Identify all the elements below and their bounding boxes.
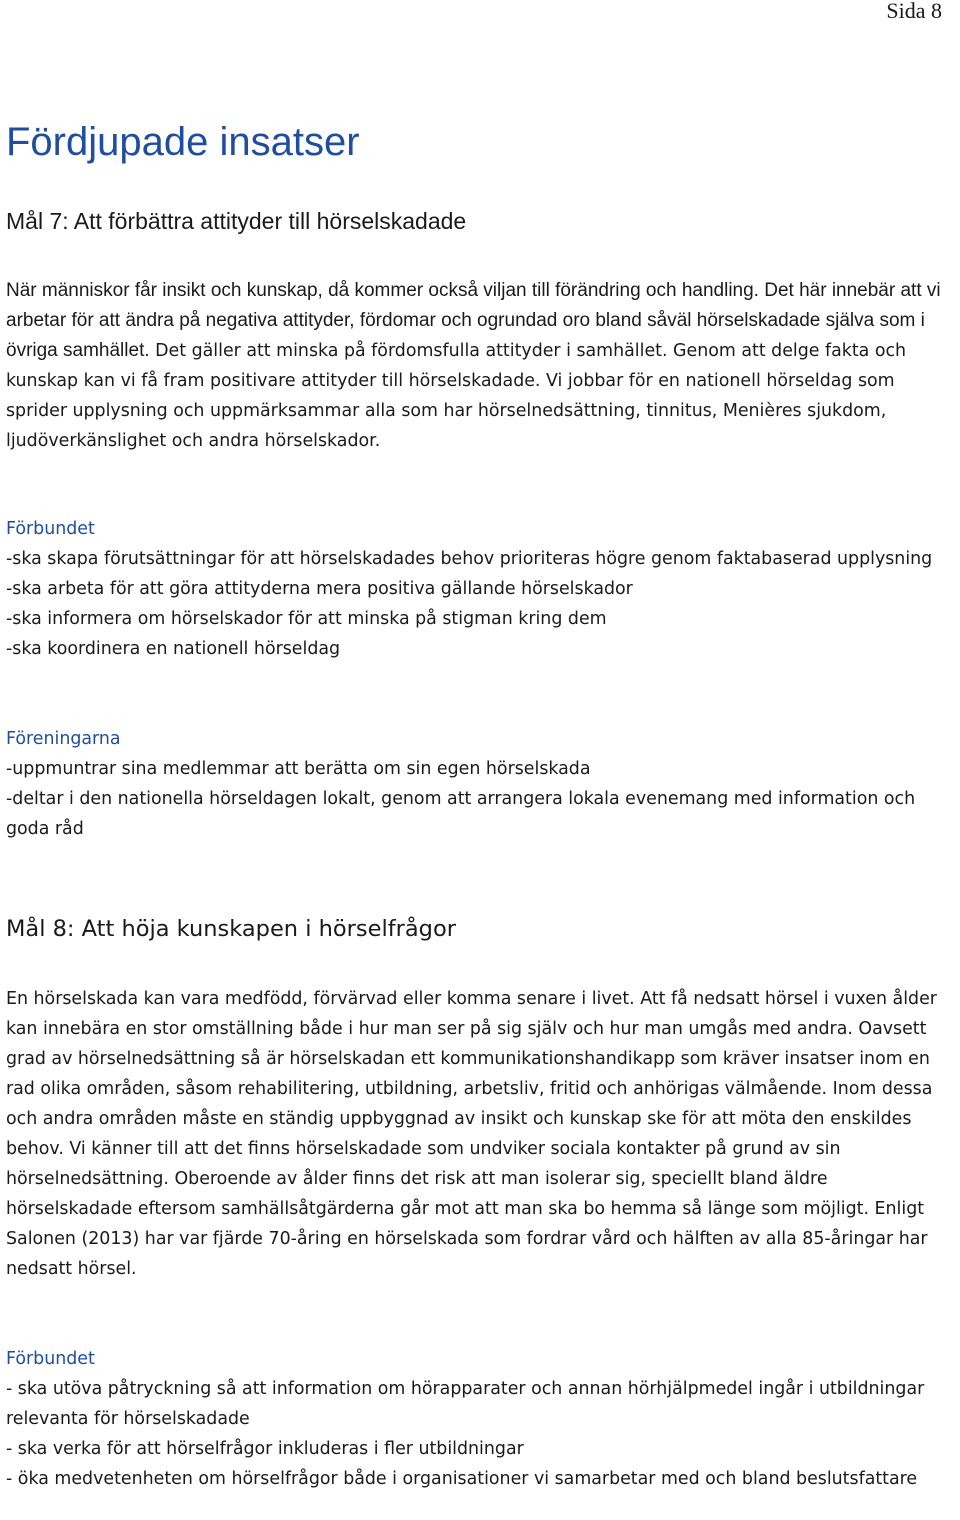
goal8-forbundet-label: Förbundet xyxy=(6,1349,95,1369)
goal8-heading: Mål 8: Att höja kunskapen i hörselfrågor xyxy=(6,916,456,942)
page-title: Fördjupade insatser xyxy=(6,120,360,164)
goal7-intro xyxy=(6,276,956,456)
goal7-forbundet-item: -ska arbeta för att göra attityderna mera positiva gällande hörselskador xyxy=(6,579,633,599)
goal7-forbundet-label: Förbundet xyxy=(6,519,95,539)
goal8-intro xyxy=(6,984,956,1284)
goal8-intro-text: En hörselskada kan vara medfödd, förvärvad eller komma senare i livet. Att få nedsatt hörsel i vuxen ålder kan innebära en stor omställning både i hur man ser på sig själv och hur man umgås med andra. Oavsett grad av hörselnedsättning så är hörselskadan ett kommunikationshandikapp som kräver insatser inom en rad olika områden, såsom rehabilitering, utbildning, arbetsliv, fritid och anhörigas välmående. Inom dessa och andra områden måste en ständig uppbyggnad av insikt och kunskap ske för att möta den enskildes behov. Vi känner till att det finns hörselskadade som undviker sociala kontakter på grund av sin hörselnedsättning. Oberoende av ålder finns det risk att man isolerar sig, speciellt bland äldre hörselskadade eftersom samhällsåtgärderna går mot att man ska bo hemma så länge som möjligt. Enligt Salonen (2013) har var fjärde 70-åring en hörselskada som fordrar vård och hälften av alla 85-åringar har nedsatt hörsel. xyxy=(6,989,937,1279)
goal7-intro-part-b: Det gäller att minska på fördomsfulla attityder i samhället. Genom att delge fakta och kunskap kan vi få fram positivare attityder till hörselskadade. Vi jobbar för en nationell hörseldag som sprider upplysning och uppmärksammar alla som har hörselnedsättning, tinnitus, Menières sjukdom, ljudöverkänslighet och andra hörselskador. xyxy=(6,341,907,451)
goal7-heading: Mål 7: Att förbättra attityder till hörselskadade xyxy=(6,208,467,234)
goal7-foreningarna-section xyxy=(6,724,956,844)
goal7-foreningarna-item: -uppmuntrar sina medlemmar att berätta om sin egen hörselskada xyxy=(6,759,591,779)
goal7-forbundet-item: -ska koordinera en nationell hörseldag xyxy=(6,639,341,659)
goal7-forbundet-item: -ska informera om hörselskador för att minska på stigman kring dem xyxy=(6,609,607,629)
goal7-foreningarna-label: Föreningarna xyxy=(6,729,121,749)
goal7-forbundet-section xyxy=(6,514,956,664)
goal8-forbundet-item: - ska utöva påtryckning så att information om hörapparater och annan hörhjälpmedel ingår i utbildningar relevanta för hörselskadade xyxy=(6,1379,925,1429)
goal7-forbundet-item: -ska skapa förutsättningar för att hörselskadades behov prioriteras högre genom faktabaserad upplysning xyxy=(6,549,933,569)
goal7-foreningarna-item: -deltar i den nationella hörseldagen lokalt, genom att arrangera lokala evenemang med information och goda råd xyxy=(6,789,916,839)
goal8-forbundet-item: - ska verka för att hörselfrågor inkluderas i fler utbildningar xyxy=(6,1439,524,1459)
goal8-forbundet-item: - öka medvetenheten om hörselfrågor både i organisationer vi samarbetar med och bland beslutsfattare xyxy=(6,1469,918,1489)
page-number: Sida 8 xyxy=(886,0,942,23)
goal8-forbundet-section xyxy=(6,1344,956,1494)
goal7-intro-part-a: När människor får insikt och kunskap, då kommer också viljan till förändring och handling. Det här innebär att vi arbetar för att ändra på negativa attityder, fördomar och ogrundad oro bland såväl hörselskadade själva som i övriga samhället. xyxy=(6,280,941,361)
